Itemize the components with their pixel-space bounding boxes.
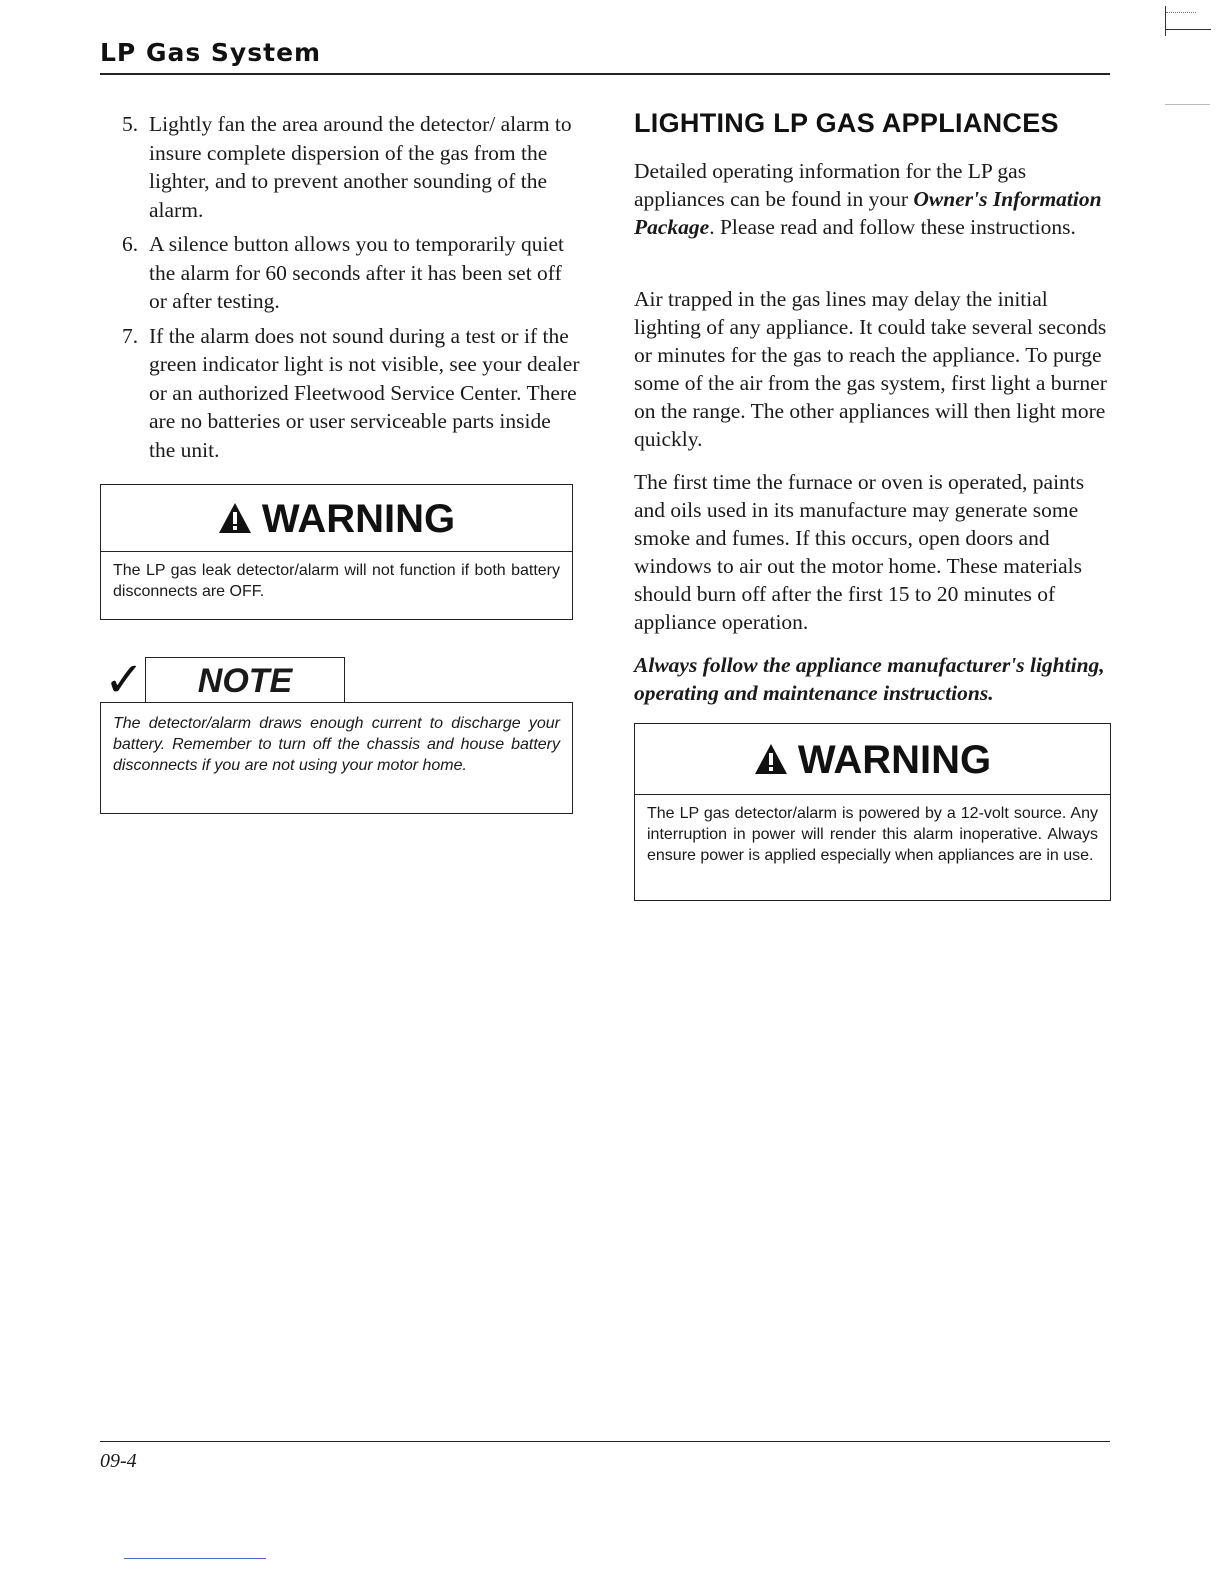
- paragraph-always-follow: Always follow the appliance manufacturer's lighting, operating and maintenance instructions.: [634, 653, 1105, 705]
- warning-header: [635, 724, 1110, 795]
- step-text: If the alarm does not sound during a test or if the green indicator light is not visible, see your dealer or an authorized Fleetwood Service Center. There are no batteries or user serviceable parts inside the unit.: [149, 323, 580, 462]
- paragraph-text: Detailed operating information for the LP gas appliances can be found in your: [634, 159, 1027, 211]
- paragraph-text: . Please read and follow these instructions.: [709, 215, 1076, 239]
- warning-text: The LP gas detector/alarm is powered by a 12-volt source. Any interruption in power will render this alarm inoperative. Always ensure power is applied especially when appliances are in use.: [647, 805, 1098, 864]
- bottom-rule: [124, 1558, 266, 1559]
- paragraph-air-trapped: Air trapped in the gas lines may delay the initial lighting of any appliance. It could take several seconds or minutes for the gas to reach the appliance. To purge some of the air from the gas system, first light a burner on the range. The other appliances will then light more quickly.: [634, 287, 1107, 451]
- warning-title: WARNING: [797, 738, 992, 782]
- page-header-title: LP Gas System: [100, 38, 322, 67]
- warning-box-power: [634, 723, 1111, 901]
- page-number: 09-4: [100, 1450, 137, 1472]
- paragraph-owner-info: [634, 157, 1108, 241]
- list-item: [122, 110, 582, 224]
- step-number: 5.: [122, 112, 139, 136]
- edge-mark: [1165, 104, 1210, 105]
- warning-triangle-icon: [754, 740, 788, 784]
- warning-header: [101, 485, 572, 552]
- paragraph-first-time: The first time the furnace or oven is operated, paints and oils used in its manufacture may generate some smoke and fumes. If this occurs, open doors and windows to air out the motor home. These materials should burn off after the first 15 to 20 minutes of appliance operation.: [634, 470, 1085, 634]
- list-item: [122, 322, 582, 465]
- warning-triangle-icon: [218, 499, 252, 543]
- note-title: NOTE: [145, 657, 345, 703]
- checkmark-icon: ✓: [104, 652, 145, 708]
- header-rule: [100, 73, 1110, 75]
- warning-title: WARNING: [261, 497, 456, 541]
- step-text: A silence button allows you to temporarily quiet the alarm for 60 seconds after it has been set off or after testing.: [149, 232, 564, 313]
- steps-list: [122, 110, 582, 470]
- note-text: The detector/alarm draws enough current to discharge your battery. Remember to turn off the chassis and house battery disconnects if you are not using your motor home.: [100, 702, 573, 814]
- footer-rule: [100, 1441, 1110, 1442]
- step-number: 6.: [122, 232, 139, 256]
- step-number: 7.: [122, 323, 139, 348]
- section-title: LIGHTING LP GAS APPLIANCES: [634, 108, 1059, 138]
- corner-mark: [1165, 6, 1211, 36]
- list-item: [122, 230, 582, 316]
- warning-text: The LP gas leak detector/alarm will not function if both battery disconnects are OFF.: [113, 562, 560, 600]
- emphasis-owners-package: Owner's Information Package: [634, 187, 1102, 239]
- warning-box-battery: [100, 484, 573, 620]
- step-text: Lightly fan the area around the detector/ alarm to insure complete dispersion of the gas from the lighter, and to prevent another sounding of the alarm.: [149, 112, 572, 222]
